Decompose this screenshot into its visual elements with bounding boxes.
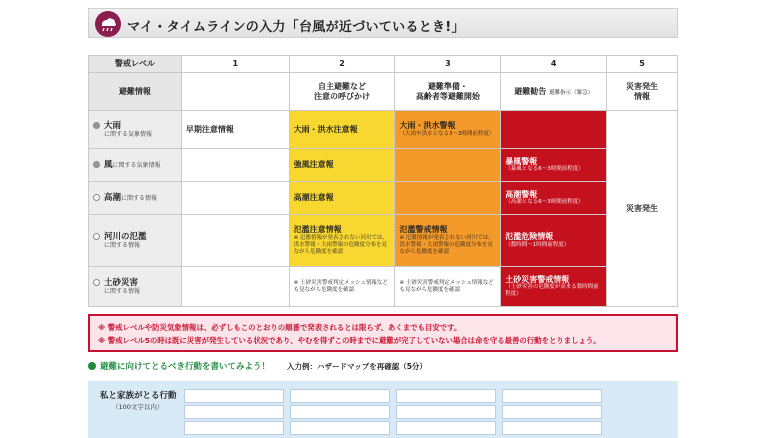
action-field-l2-r3[interactable]	[290, 421, 390, 435]
evac-info-5: 災害発生 情報	[607, 73, 678, 111]
input-example: 入力例：ハザードマップを再確認（5分）	[287, 362, 427, 371]
action-field-l3-r1[interactable]	[396, 389, 496, 403]
table-row: 土砂災害 に関する情報 ※ 土砂災害警戒判定メッシュ情報なども見ながら危険度を確認 ※ 土砂災害警戒判定メッシュ情報なども見ながら危険度を確認 土砂災害警戒情報 （土砂災害の危険度が高まる数時間前程度）	[89, 267, 678, 307]
action-label: 私と家族がとる行動	[100, 391, 177, 401]
disaster-cell: 災害発生	[607, 111, 678, 307]
level-3: 3	[395, 56, 501, 73]
row-heavy-rain[interactable]: 大雨 に関する気象情報	[89, 111, 182, 149]
action-field-l4-r2[interactable]	[502, 405, 602, 419]
row-storm-surge[interactable]: 高潮に関する情報	[89, 182, 182, 215]
timeline-table	[88, 55, 678, 307]
warning-notes	[88, 314, 678, 352]
radio-icon[interactable]	[93, 122, 100, 129]
timeline-page	[88, 0, 678, 438]
action-field-l1-r1[interactable]	[184, 389, 284, 403]
level-5: 5	[607, 56, 678, 73]
action-field-l3-r3[interactable]	[396, 421, 496, 435]
page-title: マイ・タイムラインの入力「台風が近づいているとき!」	[127, 20, 465, 35]
evac-info-row	[89, 73, 678, 111]
action-field-l2-r2[interactable]	[290, 405, 390, 419]
table-row: 河川の氾濫 に関する情報 氾濫注意情報 ※ 氾濫情報が発表されない河川では、洪水警報・大雨警報の危険度分布を見ながら危険度を確認 氾濫警戒情報 ※ 氾濫情報が発表されない河川では、洪水警報・大雨警報の危険度分布を見ながら危険度を確認 氾濫危険情報 （数時間〜1時間前程度）	[89, 215, 678, 267]
action-field-l3-r2[interactable]	[396, 405, 496, 419]
note-line-2: ※ 警戒レベル5の時は既に災害が発生している状況であり、やむを得ずこの時までに避難が完了していない場合は命を守る最善の行動をとりましょう。	[98, 336, 601, 345]
header-bar	[88, 8, 678, 38]
evac-info-2: 自主避難など 注意の呼びかけ	[289, 73, 395, 111]
action-input-area	[88, 381, 678, 438]
evac-info-4: 避難勧告 避難指示（緊急）	[501, 73, 607, 111]
row-landslide[interactable]: 土砂災害 に関する情報	[89, 267, 182, 307]
table-row: 風に関する気象情報 強風注意報 暴風警報 （暴風となる6〜3時間前程度）	[89, 149, 678, 182]
radio-icon[interactable]	[93, 233, 100, 240]
action-field-l4-r1[interactable]	[502, 389, 602, 403]
level-4: 4	[501, 56, 607, 73]
typhoon-icon	[95, 11, 121, 37]
evac-info-1	[181, 73, 289, 111]
bullet-icon	[88, 362, 96, 370]
level-row	[89, 56, 678, 73]
table-row: 高潮に関する情報 高潮注意報 高潮警報 （高潮となる6〜3時間前程度）	[89, 182, 678, 215]
evac-info-3: 避難準備・ 高齢者等避難開始	[395, 73, 501, 111]
evac-info-label: 避難情報	[89, 73, 182, 111]
level-label: 警戒レベル	[89, 56, 182, 73]
radio-icon[interactable]	[93, 279, 100, 286]
table-row: 大雨 に関する気象情報 早期注意情報 大雨・洪水注意報 大雨・洪水警報 （大雨や洪水となる3〜3時間前程度） 災害発生	[89, 111, 678, 149]
radio-icon[interactable]	[93, 161, 100, 168]
row-wind[interactable]: 風に関する気象情報	[89, 149, 182, 182]
action-field-l1-r3[interactable]	[184, 421, 284, 435]
note-line-1: ※ 警戒レベルや防災気象情報は、必ずしもこのとおりの順番で発表されるとは限らず、あくまでも目安です。	[98, 323, 462, 332]
row-river[interactable]: 河川の氾濫 に関する情報	[89, 215, 182, 267]
section-title: 避難に向けてとるべき行動を書いてみよう！	[88, 360, 270, 372]
level-1: 1	[181, 56, 289, 73]
action-field-l1-r2[interactable]	[184, 405, 284, 419]
level-2: 2	[289, 56, 395, 73]
radio-icon[interactable]	[93, 194, 100, 201]
action-field-l4-r3[interactable]	[502, 421, 602, 435]
action-field-l2-r1[interactable]	[290, 389, 390, 403]
action-caption: （100文字以内）	[112, 403, 164, 411]
